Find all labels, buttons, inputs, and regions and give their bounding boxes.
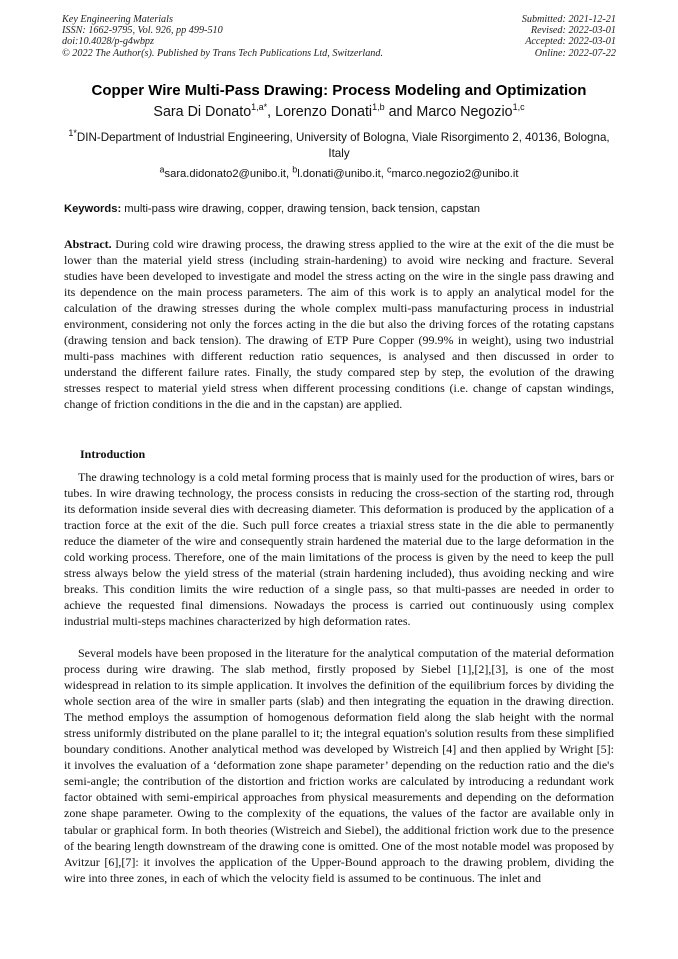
email-sup: b [292, 164, 298, 175]
author-emails [40, 164, 638, 180]
email-sup: c [386, 164, 392, 175]
affiliation [64, 130, 614, 161]
doi-line: doi:10.4028/p-g4wbpz [62, 36, 154, 48]
author-name: Lorenzo Donati [275, 104, 373, 120]
submitted-date: Submitted: 2021-12-21 [521, 14, 616, 25]
author-sep: , [267, 104, 276, 120]
section-heading: Introduction [80, 447, 146, 461]
keywords-label: Keywords: [64, 203, 122, 215]
author-sup: 1,c [512, 102, 525, 113]
paragraph [64, 645, 614, 886]
online-date: Online: 2022-07-22 [534, 47, 616, 59]
email-link: marco.negozio2@unibo.it [391, 168, 519, 180]
author-sup: 1,b [372, 102, 385, 113]
author-sup: 1,a* [251, 102, 268, 113]
abstract-text: During cold wire drawing process, the drawing stress applied to the wire at the exit of the die must be lower than the material yield stress (including strain-hardening) to avoid wire necking and fracture. Several studies have been developed to investigate and model the stress acting on the wire in the single pass drawing and its dependence on the main process parameters. The aim of this work is to apply an analytical model for the calculation of the drawing stresses during the whole complex multi-pass manufacturing process in industrial environment, considering not only the forces acting in the die but also the driving forces of the rotating capstans (drawing tension and back tension). The drawing of ETP Pure Copper (99.9% in weight), using two industrial multi-pass machines with different reduction ratio sequences, is analysed and then discussed in order to understand the different failure rates. Finally, the study compared step by step, the evolution of the drawing stresses respect to material yield stress when different processing conditions (i.e. change of capstan windings, change of friction conditions in the die and in the capstan) are applied. [64, 237, 614, 412]
email-sup: a [159, 164, 165, 175]
revised-date: Revised: 2022-03-01 [530, 25, 616, 37]
author-name: Marco Negozio [416, 104, 513, 120]
dates-header [522, 14, 616, 59]
journal-header [62, 14, 383, 59]
affiliation-sup: 1* [68, 128, 77, 139]
author-list [40, 104, 638, 120]
paragraph [64, 469, 614, 629]
affiliation-text: DIN-Department of Industrial Engineering, University of Bologna, Viale Risorgimento 2, 40136, Bologna, Italy [76, 131, 610, 160]
keywords [64, 203, 614, 215]
accepted-date: Accepted: 2022-03-01 [525, 36, 616, 48]
abstract-label: Abstract. [64, 237, 112, 251]
author-sep: and [384, 104, 417, 120]
copyright-line: © 2022 The Author(s). Published by Trans Tech Publications Ltd, Switzerland. [62, 47, 384, 59]
email-link: sara.didonato2@unibo.it, [164, 168, 293, 180]
abstract [64, 236, 614, 413]
paragraph-text: Several models have been proposed in the literature for the analytical computation of the material deformation process during wire drawing. The slab method, firstly proposed by Siebel [1],[2],[3], is one of the most widespread in relation to its simple application. It involves the definition of the equilibrium forces by dividing the whole section area of the wire in smaller parts (slab) and then integrating the equation in the drawing direction. The method employs the assumption of homogenous deformation field along the slab height with the normal stress uniformly distributed on the plane parallel to it; the integral equation's solution results from these simplified boundary conditions. Another analytical method was developed by Wistreich [4] and then applied by Wright [5]: it involves the evaluation of a ‘deformation zone shape parameter’ depending on the reduction ratio and the die's semi-angle; the contribution of the distortion and friction works are calculated by introducing a redundant work factor obtained with semi-empirical approaches from physical measurements and depending on the deformation zone shape parameter. Owing to the complexity of the equations, the values of the factor are available only in tabular or graphical form. In both theories (Wistreich and Siebel), the additional friction work due to the presence of the bearing length downstream of the drawing cone is omitted. One of the most notable model was proposed by Avitzur [6],[7]: it involves the application of the Upper-Bound approach to the drawing problem, dividing the wire into three zones, in each of which the velocity field is assumed to be continuous. The inlet and [64, 646, 614, 885]
email-link: l.donati@unibo.it, [297, 168, 387, 180]
paper-title: Copper Wire Multi-Pass Drawing: Process Modeling and Optimization [91, 82, 587, 99]
keywords-text: multi-pass wire drawing, copper, drawing tension, back tension, capstan [121, 203, 481, 215]
journal-name: Key Engineering Materials [62, 14, 173, 25]
author-name: Sara Di Donato [153, 104, 252, 120]
paragraph-text: The drawing technology is a cold metal forming process that is mainly used for the production of wires, bars or tubes. In wire drawing technology, the process consists in reducing the cross-section of the starting rod, through its deformation inside several dies with decreasing diameter. This deformation is produced by the application of a traction force at the exit of the die. Such pull force creates a triaxial stress state in the die able to permanently reduce the diameter of the wire and consequently strain hardened the material due to the large deformation in the cold working process. Therefore, one of the main limitations of the process is given by the need to keep the pull stress always below the yield stress of the material (strain hardening included), thus avoiding necking and wire breaks. This condition limits the wire reduction of a single pass, so that multi-passes are needed in order to achieve the requested final dimensions. Nowadays the process is carried out continuously using complex industrial multi-steps machines characterized by high deformation rates. [64, 470, 614, 629]
issn-line: ISSN: 1662-9795, Vol. 926, pp 499-510 [62, 25, 223, 37]
